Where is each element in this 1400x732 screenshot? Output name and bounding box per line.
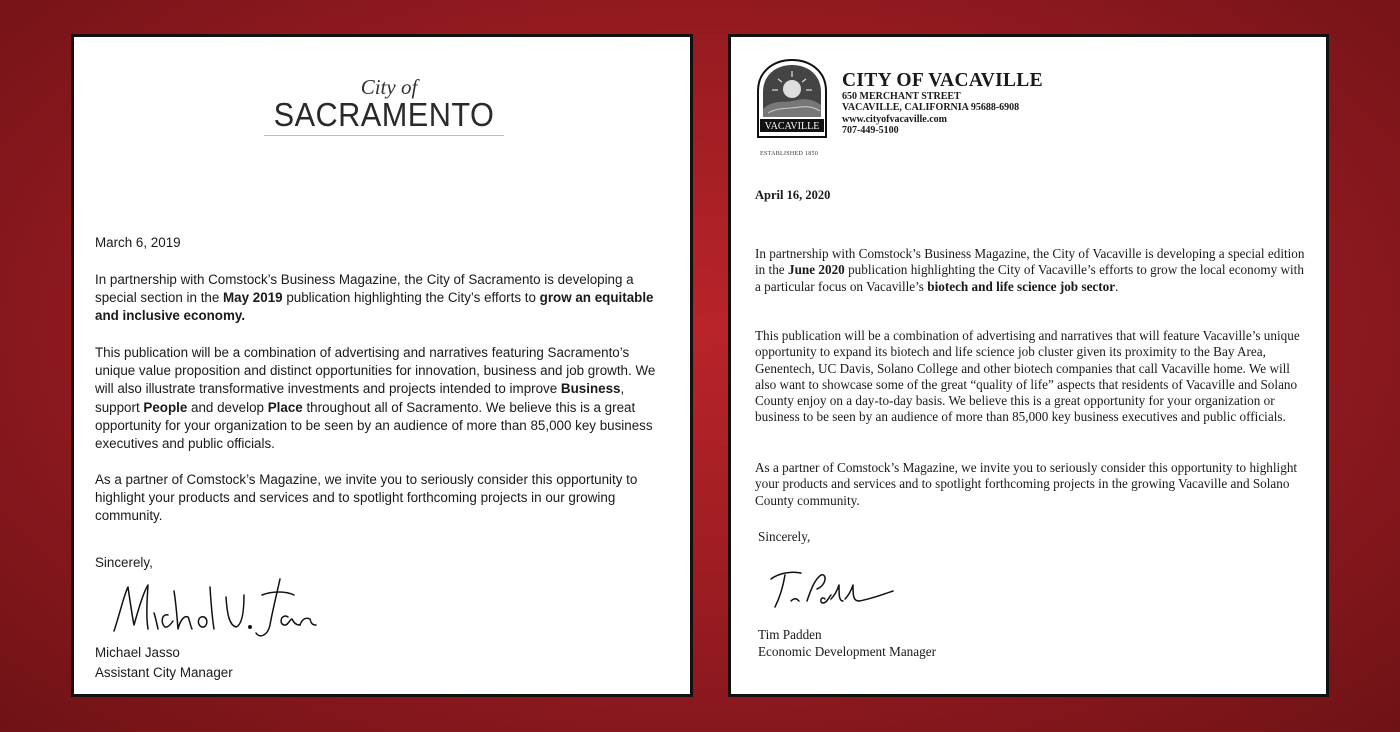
paragraph-3 bbox=[95, 471, 666, 526]
p1-text-c: publication highlighting the City’s efforts to bbox=[282, 290, 540, 306]
signatory-block bbox=[95, 643, 233, 683]
p1-text-a: In partnership with Comstock’s Business Magazine, the City of Vacaville is developing a special edition in the bbox=[755, 246, 1305, 278]
signatory-title: Economic Development Manager bbox=[758, 643, 936, 659]
signatory-title: Assistant City Manager bbox=[95, 665, 233, 680]
paragraph-2 bbox=[95, 344, 666, 453]
letter-date: April 16, 2020 bbox=[755, 188, 831, 202]
signatory-name: Tim Padden bbox=[758, 627, 822, 642]
p1-bold-date: June 2020 bbox=[787, 262, 845, 278]
paragraph-1 bbox=[755, 246, 1306, 295]
p1-bold-sector: biotech and life science job sector bbox=[927, 278, 1116, 294]
p1-text-c: publication highlighting the City of Vacaville’s efforts to grow the local economy with a particular focus on Vacaville’s bbox=[755, 262, 1304, 294]
p2-text: This publication will be a combination of advertising and narratives that will feature Vacaville’s unique opportunity to expand its biotech and life science job cluster given its proximity to the Bay Area, Genentech, UC Davis, Solano College and other biotech companies that call Vacaville home. We will also want to showcase some of the great “quality of life” aspects that residents of Vacaville and Solano County enjoy on a day-to-day basis. We believe this is a great opportunity for your organization or business to be seen by an audience of more than 85,000 key business executives and public officials. bbox=[755, 328, 1300, 425]
p3-text: As a partner of Comstock’s Magazine, we invite you to seriously consider this opportunity to highlight your products and services and to spotlight forthcoming projects in the growing Vacaville and Solano County community. bbox=[755, 460, 1298, 508]
handwritten-signature bbox=[110, 573, 320, 643]
logo-sacramento: SACRAMENTO bbox=[273, 96, 495, 133]
seal-label: VACAVILLE bbox=[764, 121, 820, 132]
p3-text: As a partner of Comstock’s Magazine, we invite you to seriously consider this opportunity to highlight your products and services and to spotlight forthcoming projects in our growing community. bbox=[95, 472, 638, 524]
letterhead-address-2: VACAVILLE, CALIFORNIA 95688-6908 bbox=[842, 102, 1020, 114]
p1-bold-date: May 2019 bbox=[223, 290, 283, 306]
letterhead-address-1: 650 MERCHANT STREET bbox=[842, 90, 961, 102]
p2-text-c: , support bbox=[95, 381, 625, 415]
p1-text-a: In partnership with Comstock’s Business Magazine, the City of Sacramento is developing a special section in the bbox=[95, 272, 634, 306]
sacramento-letter bbox=[71, 34, 693, 697]
p1-text-e: . bbox=[1115, 278, 1119, 294]
letterhead bbox=[842, 71, 1043, 137]
vacaville-letter bbox=[728, 34, 1329, 697]
letterhead-website: www.cityofvacaville.com bbox=[842, 113, 947, 125]
handwritten-signature bbox=[767, 565, 897, 617]
sign-off: Sincerely, bbox=[95, 555, 153, 570]
paragraph-2 bbox=[755, 328, 1306, 426]
p2-bold-people: People bbox=[143, 399, 188, 415]
paragraph-1 bbox=[95, 271, 666, 326]
vacaville-city-seal bbox=[754, 57, 830, 141]
p2-bold-business: Business bbox=[560, 381, 621, 397]
logo-rule bbox=[264, 135, 504, 136]
established-label: ESTABLISHED 1850 bbox=[760, 151, 819, 157]
paragraph-3 bbox=[755, 460, 1306, 509]
p1-bold-goal: grow an equitable and inclusive economy. bbox=[95, 290, 654, 324]
city-of-sacramento-logo bbox=[264, 77, 504, 136]
p2-text-g: throughout all of Sacramento. We believe this is a great opportunity for your organization to be seen by an audience of more than 85,000 key business executives and public officials. bbox=[95, 399, 653, 452]
letter-date: March 6, 2019 bbox=[95, 235, 181, 250]
sign-off: Sincerely, bbox=[758, 529, 811, 544]
signatory-name: Michael Jasso bbox=[95, 645, 180, 660]
logo-city-of: City of bbox=[360, 75, 418, 99]
p2-text-a: This publication will be a combination of advertising and narratives featuring Sacramento’s unique value proposition and distinct opportunities for innovation, business and job growth. We will also illustrate transformative investments and projects intended to improve bbox=[95, 345, 656, 397]
p2-text-e: and develop bbox=[187, 399, 268, 415]
signatory-block bbox=[758, 627, 936, 660]
letterhead-title: CITY OF VACAVILLE bbox=[842, 70, 1043, 91]
letterhead-phone: 707-449-5100 bbox=[842, 125, 899, 137]
p2-bold-place: Place bbox=[267, 399, 303, 415]
